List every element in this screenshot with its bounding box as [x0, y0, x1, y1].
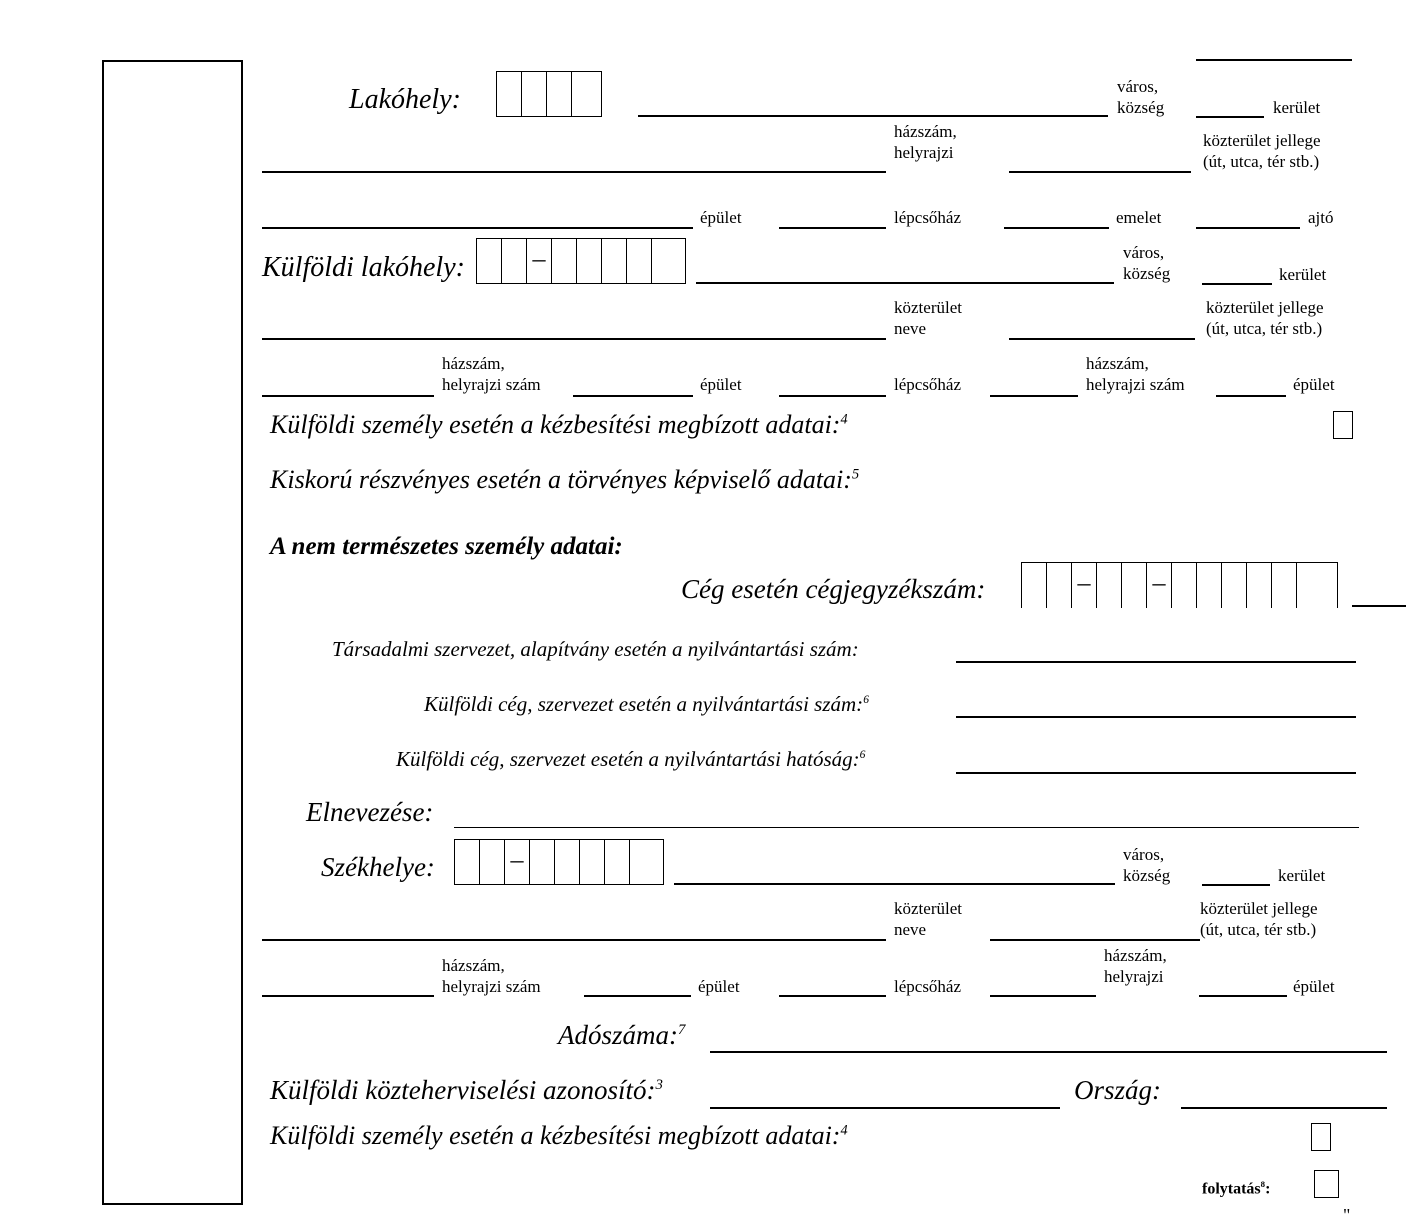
lakohely-emelet-field[interactable]	[1196, 227, 1300, 229]
lakohely-emelet-label: emelet	[1116, 208, 1162, 227]
kozteher-field[interactable]	[710, 1107, 1060, 1109]
tarsadalmi-field[interactable]	[956, 661, 1356, 663]
ceg-box-10[interactable]	[1297, 563, 1322, 608]
top-right-line[interactable]	[1196, 59, 1352, 61]
char-box-7[interactable]	[652, 239, 677, 283]
szekhely-postcode-boxes[interactable]	[454, 839, 664, 885]
ceg-box-8[interactable]	[1247, 563, 1272, 608]
kulfoldi-varos-label: város, község	[1123, 243, 1171, 283]
lakohely-hazszam-field[interactable]	[1009, 171, 1191, 173]
footnote-6b: 6	[859, 749, 866, 761]
char-box-6[interactable]	[627, 239, 652, 283]
tarsadalmi-label: Társadalmi szervezet, alapítvány esetén a nyilvántartási szám:	[332, 637, 859, 661]
digit-box-1[interactable]	[497, 72, 522, 116]
folytatas-colon: :	[1265, 1180, 1271, 1198]
szekhely-hazszam2-field[interactable]	[990, 995, 1096, 997]
footnote-8: 8	[1260, 1179, 1266, 1189]
ceg-label: Cég esetén cégjegyzékszám:	[681, 574, 986, 604]
char-box-2[interactable]	[502, 239, 527, 283]
kulfoldi-epulet2-field[interactable]	[1216, 395, 1286, 397]
footnote-5: 5	[851, 466, 860, 483]
left-margin-frame	[102, 60, 243, 1205]
szek-box-1[interactable]	[455, 840, 480, 884]
adoszam-text: Adószáma:	[558, 1020, 678, 1050]
kulfoldi-kozt-jellege-field[interactable]	[1009, 338, 1195, 340]
lakohely-row3-field[interactable]	[262, 227, 693, 229]
kulfoldi-kerulet-field[interactable]	[1202, 283, 1272, 285]
kulfoldi-lepcsohaz-field[interactable]	[779, 395, 886, 397]
szekhely-epulet2-label: épület	[1293, 977, 1335, 996]
kiskoru-label	[270, 465, 859, 495]
ceg-box-4[interactable]	[1122, 563, 1147, 608]
kulfoldi-hazszam2-field[interactable]	[990, 395, 1078, 397]
lakohely-kozt-jellege-label: közterület jellege (út, utca, tér stb.)	[1203, 131, 1321, 171]
dash-box: –	[527, 239, 552, 283]
szekhely-hazszam1-label: házszám, helyrajzi szám	[442, 956, 541, 996]
kulfoldi-city-field[interactable]	[696, 282, 1114, 284]
kezbesitesi-2-label	[270, 1121, 848, 1151]
szekhely-kozt-jellege-label: közterület jellege (út, utca, tér stb.)	[1200, 899, 1318, 939]
szekhely-kozt-neve-label: közterület neve	[894, 899, 962, 939]
kulfoldi-epulet2-label: épület	[1293, 375, 1335, 394]
char-box-5[interactable]	[602, 239, 627, 283]
szekhely-kerulet-field[interactable]	[1202, 884, 1270, 886]
nem-termeszetes-heading: A nem természetes személy adatai:	[270, 533, 623, 560]
kezbesitesi-2-text: Külföldi személy esetén a kézbesítési megbízott adatai:	[270, 1121, 841, 1150]
ceg-box-1[interactable]	[1022, 563, 1047, 608]
kulfoldi-lakohely-title: Külföldi lakóhely:	[262, 252, 465, 283]
szek-box-3[interactable]	[530, 840, 555, 884]
footnote-7: 7	[678, 1022, 686, 1038]
ceg-box-6[interactable]	[1197, 563, 1222, 608]
lakohely-title: Lakóhely:	[349, 84, 461, 115]
szek-box-4[interactable]	[555, 840, 580, 884]
lakohely-kerulet-label: kerület	[1273, 98, 1321, 117]
footer-mark: "	[1343, 1205, 1351, 1225]
kezbesitesi-1-label	[270, 410, 848, 440]
szekhely-kozt-jellege-field[interactable]	[990, 939, 1200, 941]
szekhely-epulet1-label: épület	[698, 977, 740, 996]
ceg-box-3[interactable]	[1097, 563, 1122, 608]
lakohely-lepcsohaz-field[interactable]	[1004, 227, 1109, 229]
kozteher-label	[270, 1075, 663, 1106]
szek-box-7[interactable]	[630, 840, 655, 884]
ceg-box-2[interactable]	[1047, 563, 1072, 608]
kulfoldi-ceg-szam-label	[424, 692, 869, 717]
kulfoldi-ceg-szam-text: Külföldi cég, szervezet esetén a nyilvántartási szám:	[424, 692, 864, 716]
kiskoru-text: Kiskorú részvényes esetén a törvényes képviselő adatai:	[270, 465, 852, 494]
kezbesitesi-2-checkbox[interactable]	[1311, 1123, 1331, 1151]
footnote-4b: 4	[840, 1122, 848, 1139]
szek-box-6[interactable]	[605, 840, 630, 884]
kozteher-text: Külföldi közteherviselési azonosító:	[270, 1075, 656, 1105]
kulfoldi-ceg-hatosag-text: Külföldi cég, szervezet esetén a nyilvántartási hatóság:	[396, 747, 860, 771]
cegjegyzekszam-boxes[interactable]	[1021, 562, 1338, 608]
folytatas-checkbox[interactable]	[1314, 1170, 1339, 1198]
lakohely-kerulet-field[interactable]	[1196, 116, 1264, 118]
elnevezese-label: Elnevezése:	[306, 797, 434, 827]
orszag-label: Ország:	[1074, 1075, 1162, 1105]
ceg-box-5[interactable]	[1172, 563, 1197, 608]
kulfoldi-hazszam1-field[interactable]	[262, 395, 434, 397]
kulfoldi-street-field[interactable]	[262, 338, 886, 340]
lakohely-postcode-boxes[interactable]	[496, 71, 602, 117]
lakohely-street-field[interactable]	[262, 171, 886, 173]
ceg-extra-field[interactable]	[1352, 605, 1406, 607]
kulfoldi-hazszam1-label: házszám, helyrajzi szám	[442, 354, 541, 394]
ceg-box-9[interactable]	[1272, 563, 1297, 608]
kulfoldi-ceg-hatosag-label	[396, 747, 865, 772]
szekhely-title: Székhelye:	[321, 852, 435, 882]
szekhely-epulet1-field[interactable]	[584, 995, 691, 997]
kulfoldi-epulet1-label: épület	[700, 375, 742, 394]
szekhely-kerulet-label: kerület	[1278, 866, 1326, 885]
szek-dash: –	[505, 840, 530, 884]
kulfoldi-kozt-neve-label: közterület neve	[894, 298, 962, 338]
szekhely-varos-label: város, község	[1123, 845, 1171, 885]
ceg-box-7[interactable]	[1222, 563, 1247, 608]
char-box-1[interactable]	[477, 239, 502, 283]
kulfoldi-kerulet-label: kerület	[1279, 265, 1327, 284]
kulfoldi-ceg-szam-field[interactable]	[956, 716, 1356, 718]
orszag-field[interactable]	[1181, 1107, 1387, 1109]
kulfoldi-epulet1-field[interactable]	[573, 395, 693, 397]
kulfoldi-kozt-jellege-label: közterület jellege (út, utca, tér stb.)	[1206, 298, 1324, 338]
kulfoldi-postcode-boxes[interactable]	[476, 238, 686, 284]
szekhely-city-field[interactable]	[674, 883, 1115, 885]
footnote-4: 4	[840, 411, 848, 428]
szekhely-street-field[interactable]	[262, 939, 886, 941]
szekhely-lepcsohaz-field[interactable]	[779, 995, 886, 997]
szek-box-2[interactable]	[480, 840, 505, 884]
char-box-4[interactable]	[577, 239, 602, 283]
digit-box-2[interactable]	[522, 72, 547, 116]
szekhely-epulet2-field[interactable]	[1199, 995, 1287, 997]
szekhely-lepcsohaz-label: lépcsőház	[894, 977, 962, 996]
lakohely-hazszam-label: házszám, helyrajzi	[894, 122, 957, 162]
digit-box-3[interactable]	[547, 72, 572, 116]
szek-box-5[interactable]	[580, 840, 605, 884]
elnevezese-field[interactable]	[454, 827, 1359, 828]
kezbesitesi-1-checkbox[interactable]	[1333, 411, 1353, 439]
kezbesitesi-1-text: Külföldi személy esetén a kézbesítési megbízott adatai:	[270, 410, 841, 439]
lakohely-epulet-label: épület	[700, 208, 742, 227]
kulfoldi-hazszam2-label: házszám, helyrajzi szám	[1086, 354, 1185, 394]
footnote-6a: 6	[863, 694, 869, 706]
szekhely-hazszam2-label: házszám, helyrajzi	[1104, 946, 1167, 986]
lakohely-ajto-label: ajtó	[1308, 208, 1334, 227]
folytatas-text: folytatás	[1202, 1180, 1261, 1198]
adoszam-label	[558, 1020, 685, 1051]
footnote-3: 3	[655, 1077, 663, 1093]
folytatas-label	[1202, 1173, 1270, 1200]
char-box-3[interactable]	[552, 239, 577, 283]
kulfoldi-lepcsohaz-label: lépcsőház	[894, 375, 962, 394]
kulfoldi-ceg-hatosag-field[interactable]	[956, 772, 1356, 774]
lakohely-varos-label: város, község	[1117, 77, 1165, 117]
ceg-dash-1: –	[1072, 563, 1097, 608]
adoszam-field[interactable]	[710, 1051, 1387, 1053]
szekhely-hazszam1-field[interactable]	[262, 995, 434, 997]
ceg-dash-2: –	[1147, 563, 1172, 608]
lakohely-lepcsohaz-label: lépcsőház	[894, 208, 962, 227]
lakohely-epulet-field[interactable]	[779, 227, 886, 229]
digit-box-4[interactable]	[572, 72, 597, 116]
lakohely-city-field[interactable]	[638, 115, 1108, 117]
